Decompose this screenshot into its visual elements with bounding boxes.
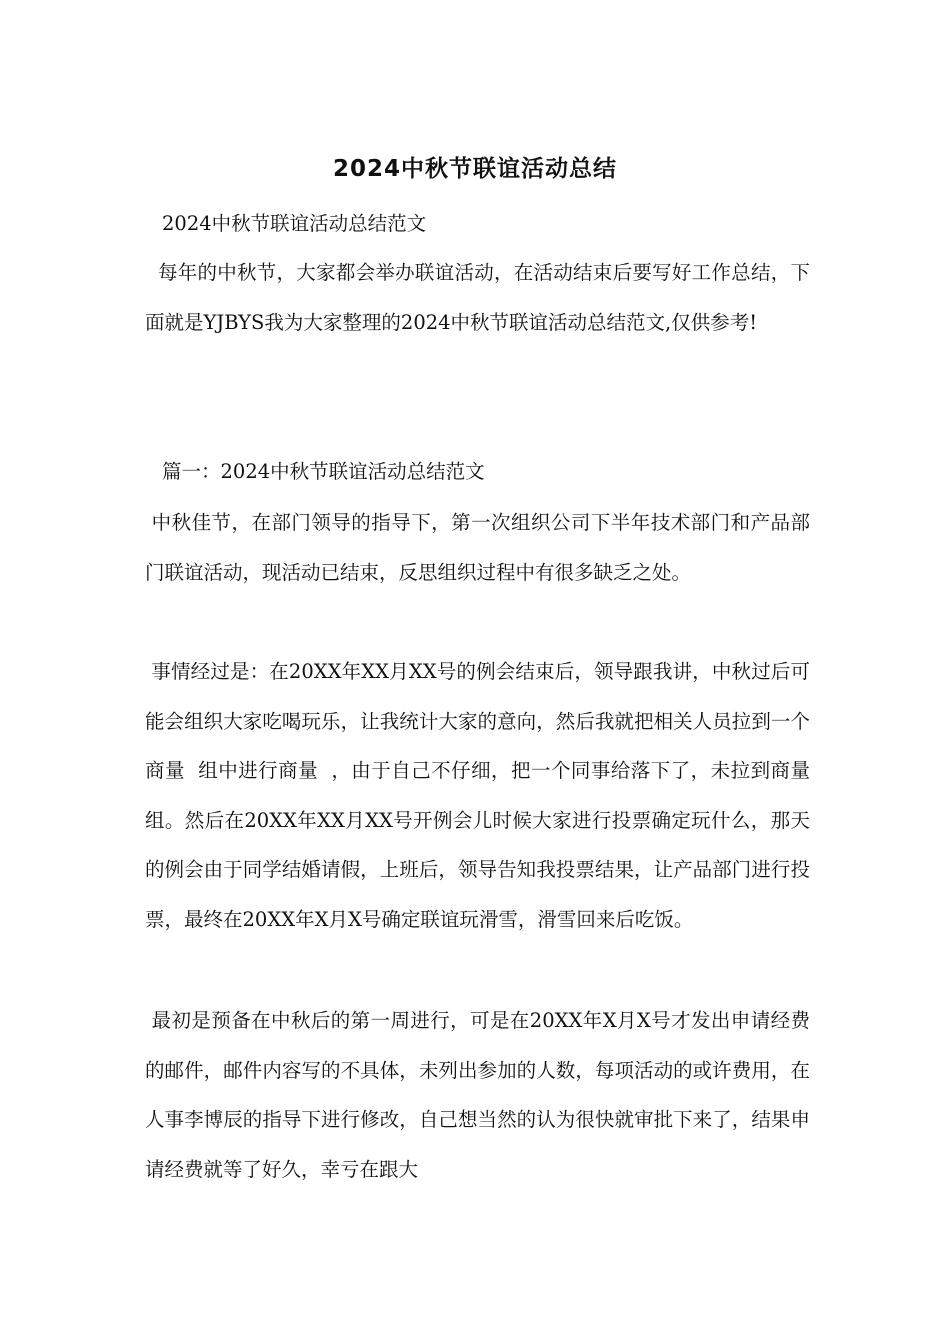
section-heading: 篇一：2024中秋节联谊活动总结范文 (162, 460, 485, 483)
intro-paragraph: 每年的中秋节，大家都会举办联谊活动，在活动结束后要写好工作总结，下面就是YJBYS我为大家整理的2024中秋节联谊活动总结范文,仅供参考! (145, 261, 810, 334)
document-title: 2024中秋节联谊活动总结 (332, 156, 617, 182)
document-subtitle: 2024中秋节联谊活动总结范文 (162, 212, 427, 235)
body-paragraph: 中秋佳节，在部门领导的指导下，第一次组织公司下半年技术部门和产品部门联谊活动，现活动已结束，反思组织过程中有很多缺乏之处。 (145, 511, 810, 584)
body-paragraph: 最初是预备在中秋后的第一周进行，可是在20XX年X月X号才发出申请经费的邮件，邮件内容写的不具体，未列出参加的人数，每项活动的或许费用，在人事李博辰的指导下进行修改，自己想当然的认为很快就审批下来了，结果申请经费就等了好久，幸亏在跟大 (145, 1009, 811, 1181)
body-paragraph: 事情经过是：在20XX年XX月XX号的例会结束后，领导跟我讲，中秋过后可能会组织大家吃喝玩乐，让我统计大家的意向，然后我就把相关人员拉到一个商量 组中进行商量 ，由于自己不仔细，把一个同事给落下了，未拉到商量 组。然后在20XX年XX月XX号开例会儿时候大家进行投票确定玩什么，那天的例会由于同学结婚请假，上班后，领导告知我投票结果，让产品部门进行投票，最终在20XX年X月X号确定联谊玩滑雪，滑雪回来后吃饭。 (145, 660, 823, 931)
